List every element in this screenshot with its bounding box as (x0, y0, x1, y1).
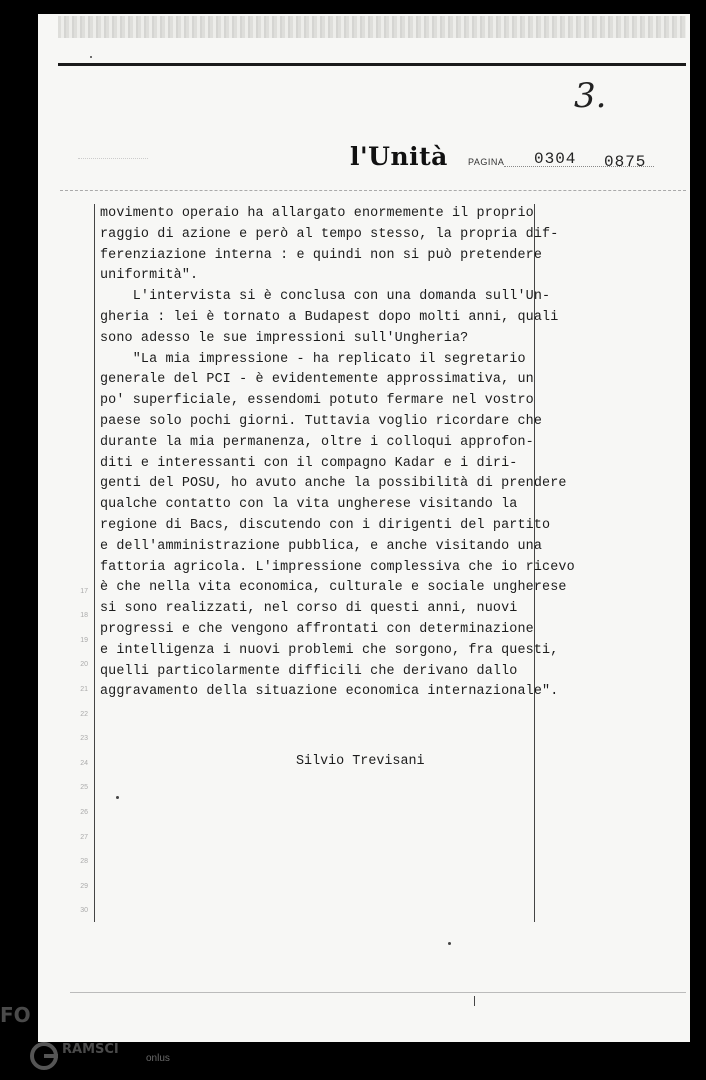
newspaper-masthead: l'Unità (350, 142, 448, 171)
line-number: 22 (80, 710, 88, 718)
article-line: gheria : lei è tornato a Budapest dopo molti anni, quali (100, 310, 559, 325)
header-rule (60, 190, 686, 191)
article-line: ferenziazione interna : e quindi non si può pretendere (100, 247, 543, 263)
watermark-onlus-text: onlus (146, 1053, 170, 1064)
article-line: regione di Bacs, discutendo con i dirigenti del partito (100, 518, 551, 533)
article-line: e intelligenza i nuovi problemi che sorgono, fra questi, (100, 642, 559, 658)
line-number: 26 (80, 809, 88, 816)
faint-header-field (78, 158, 148, 167)
article-line: è che nella vita economica, culturale e sociale ungherese (100, 580, 567, 596)
article-line: diti e interessanti con il compagno Kadar e i diri- (100, 455, 518, 471)
scan-speck (90, 56, 92, 58)
article-line: uniformità". (100, 268, 199, 284)
watermark-fo-text: FO (0, 1003, 31, 1027)
line-number: 21 (80, 686, 88, 693)
author-signature: Silvio Trevisani (296, 754, 425, 769)
line-number: 30 (80, 907, 88, 915)
article-line: paese solo pochi giorni. Tuttavia voglio ricordare che (100, 414, 543, 429)
line-number: 29 (80, 882, 88, 890)
line-number: 19 (80, 636, 88, 644)
pagina-label: PAGINA (468, 157, 505, 167)
article-line: movimento operaio ha allargato enormemente il proprio (100, 206, 534, 221)
line-number: 28 (80, 858, 88, 866)
top-rule (58, 63, 686, 66)
handwritten-page-number: 3. (574, 76, 607, 116)
line-number: 24 (80, 759, 88, 767)
article-line: "La mia impressione - ha replicato il segretario (100, 351, 526, 367)
article-line: durante la mia permanenza, oltre i colloqui approfon- (100, 434, 534, 450)
article-line: po' superficiale, essendomi potuto fermare nel vostro (100, 393, 534, 409)
article-line: aggravamento della situazione economica internazionale". (100, 684, 559, 700)
watermark-logo-text: RAMSCI (62, 1042, 119, 1057)
scanned-top-strip (58, 16, 686, 38)
article-line: genti del POSU, ho avuto anche la possibilità di prendere (100, 476, 567, 492)
watermark-logo (28, 1040, 146, 1077)
article-line: raggio di azione e però al tempo stesso, la propria dif- (100, 226, 559, 242)
line-number: 20 (80, 661, 88, 669)
document-page (38, 14, 690, 1042)
line-number: 27 (80, 833, 88, 841)
article-line: L'intervista si è conclusa con una domanda sull'Un- (100, 289, 551, 305)
article-line: qualche contatto con la vita ungherese visitando la (100, 497, 518, 513)
scan-speck (116, 796, 119, 799)
line-number: 25 (80, 784, 88, 792)
line-number: 17 (80, 587, 88, 595)
article-line: fattoria agricola. L'impressione complessiva che io ricevo (100, 559, 575, 575)
article-line: quelli particolarmente difficili che derivano dallo (100, 663, 518, 679)
article-line: generale del PCI - è evidentemente approssimativa, un (100, 372, 534, 388)
line-number: 18 (80, 612, 88, 620)
article-line: sono adesso le sue impressioni sull'Ungheria? (100, 330, 469, 346)
scan-speck (448, 942, 451, 945)
page-code-first: 0304 (534, 150, 577, 168)
page-code-second: 0875 (604, 153, 647, 171)
article-line: e dell'amministrazione pubblica, e anche visitando una (100, 538, 543, 554)
scan-speck (474, 996, 475, 1006)
line-number: 23 (80, 735, 88, 743)
article-line: si sono realizzati, nel corso di questi anni, nuovi (100, 601, 518, 617)
bottom-rule (70, 992, 686, 993)
article-line: progressi e che vengono affrontati con determinazione (100, 622, 534, 637)
left-margin-rule (94, 204, 95, 922)
